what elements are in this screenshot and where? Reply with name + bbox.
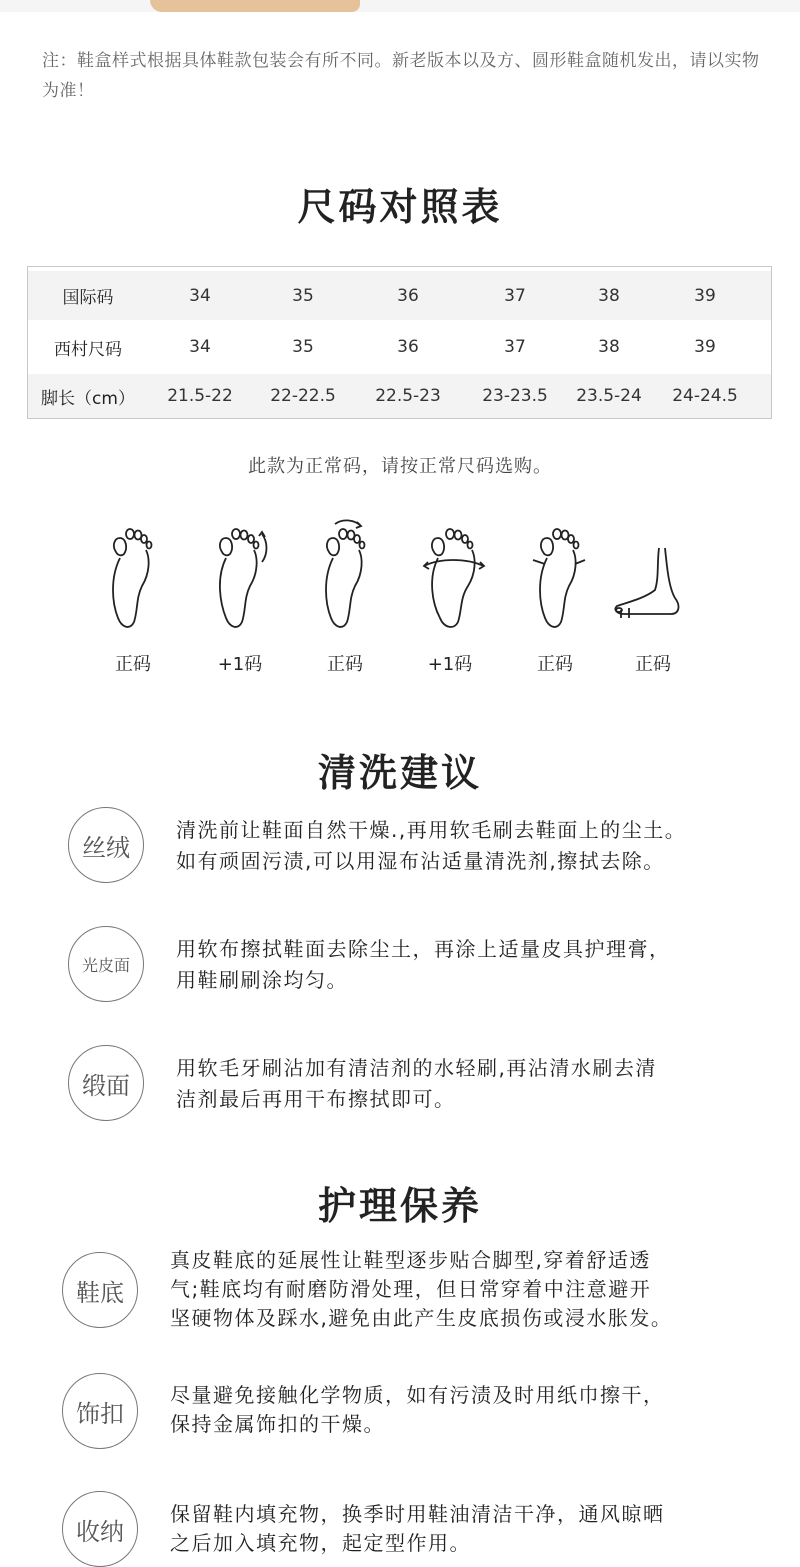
text-line: 尽量避免接触化学物质，如有污渍及时用纸巾擦干， [170,1383,665,1407]
care-sole-text [170,1246,672,1333]
text-line: 洁剂最后再用干布擦拭即可。 [176,1087,456,1111]
size-chart-title: 尺码对照表 [297,184,503,229]
text-line: 用鞋刷刷涂均匀。 [176,968,348,992]
top-image-strip [0,0,800,12]
table-cell: 37 [504,285,526,306]
foot-label: 正码 [537,654,573,675]
text-line: 坚硬物体及踩水,避免由此产生皮底损伤或浸水胀发。 [170,1306,673,1330]
wide-toe-foot-icon [206,518,276,633]
badge-label: 缎面 [82,1071,130,1100]
badge-smooth-leather [68,926,144,1002]
text-line: 气;鞋底均有耐磨防滑处理，但日常穿着中注意避开 [170,1277,652,1301]
table-cell: 24-24.5 [672,386,738,406]
table-cell: 35 [292,337,314,357]
badge-label: 鞋底 [76,1278,124,1307]
badge-label: 丝绒 [82,833,130,862]
table-cell: 38 [598,337,620,357]
text-line: 之后加入填充物，起定型作用。 [170,1531,471,1555]
table-cell: 35 [292,285,314,306]
text-line: 清洗前让鞋面自然干燥.,再用软毛刷去鞋面上的尘土。 [176,818,687,842]
badge-label: 饰扣 [76,1399,124,1428]
text-line: 用软毛牙刷沾加有清洁剂的水轻刷,再沾清水刷去清 [176,1056,657,1080]
badge-velvet [68,807,144,883]
text-line: 如有顽固污渍,可以用湿布沾适量清洗剂,擦拭去除。 [176,849,665,873]
text-line: 用软布擦拭鞋面去除尘土，再涂上适量皮具护理膏， [176,937,671,961]
table-cell: 34 [189,285,211,306]
badge-sole [62,1252,138,1328]
text-line: 真皮鞋底的延展性让鞋型逐步贴合脚型,穿着舒适透 [170,1248,651,1272]
normal-toe-foot-icon [311,518,381,633]
shoebox-image-edge [150,0,360,12]
side-foot-icon [605,518,695,633]
table-cell: 38 [598,285,620,306]
wide-foot-icon [420,518,490,633]
size-hint: 此款为正常码，请按正常尺码选购。 [248,456,552,477]
shoebox-note: 注：鞋盒样式根据具体鞋款包装会有所不同。新老版本以及方、圆形鞋盒随机发出，请以实物为准！ [42,51,760,101]
table-cell: 39 [694,285,716,306]
table-cell: 23-23.5 [482,386,548,406]
care-buckle-text [170,1381,665,1439]
cleaning-satin-text [176,1053,657,1115]
table-cell: 23.5-24 [576,386,642,406]
row-label: 脚长（cm） [41,388,135,409]
table-cell: 22.5-23 [375,386,441,406]
table-row-foot-length [28,374,771,418]
foot-label: 正码 [635,654,671,675]
foot-label: +1码 [427,654,473,675]
foot-label: 正码 [327,654,363,675]
foot-label: 正码 [115,654,151,675]
table-cell: 36 [397,285,419,306]
table-row-xicun [28,320,771,374]
table-cell: 36 [397,337,419,357]
table-cell: 34 [189,337,211,357]
cleaning-title: 清洗建议 [317,750,482,795]
badge-buckle [62,1373,138,1449]
care-storage-text [170,1500,665,1558]
table-row-international [28,271,771,320]
normal-foot-icon [98,518,168,633]
table-cell: 21.5-22 [167,386,233,406]
table-cell: 39 [694,337,716,357]
row-label: 国际码 [62,288,114,308]
badge-storage [62,1491,138,1567]
care-title: 护理保养 [317,1183,482,1228]
text-line: 保留鞋内填充物，换季时用鞋油清洁干净，通风晾晒 [170,1502,665,1526]
row-label: 西村尺码 [54,339,122,360]
table-cell: 22-22.5 [270,386,336,406]
text-line: 保持金属饰扣的干燥。 [170,1412,385,1436]
narrow-foot-icon [525,518,595,633]
table-cell: 37 [504,337,526,357]
foot-label: +1码 [217,654,263,675]
size-table [27,266,772,419]
cleaning-velvet-text [176,815,686,877]
badge-label: 光皮面 [81,955,130,975]
badge-label: 收纳 [76,1517,124,1546]
cleaning-leather-text [176,934,671,996]
badge-satin [68,1045,144,1121]
